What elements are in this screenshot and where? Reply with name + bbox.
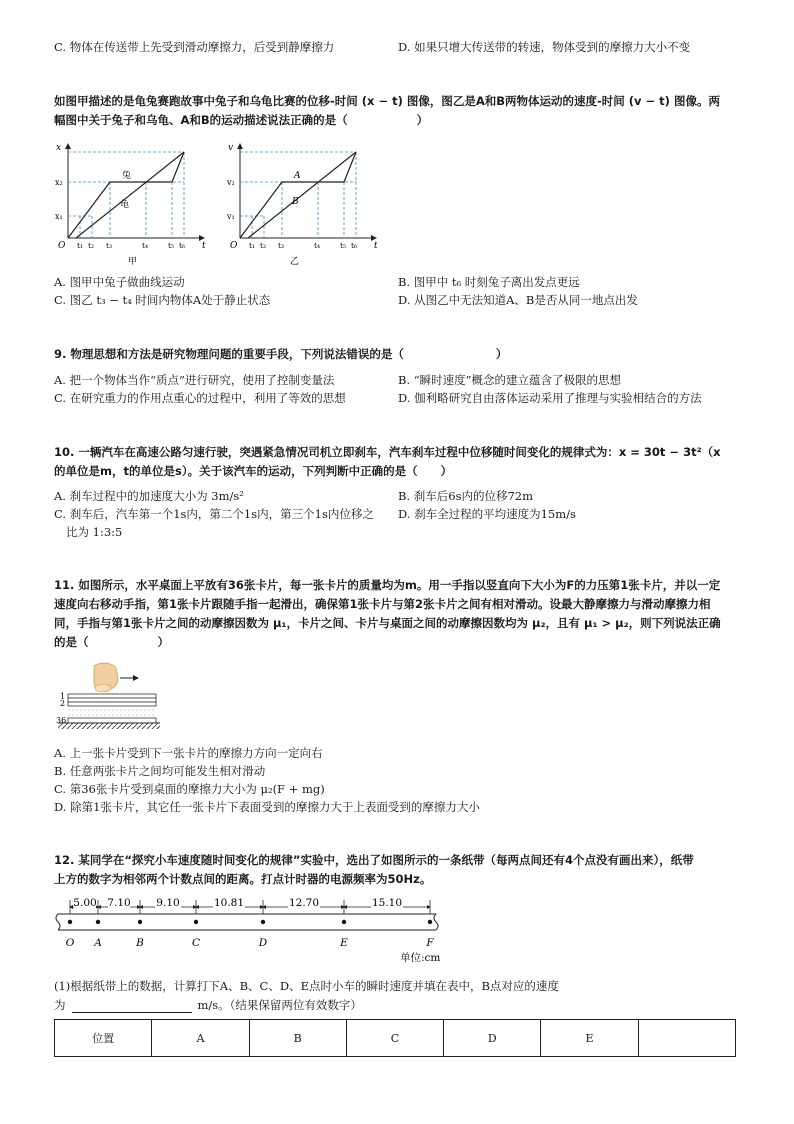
tape-distance-de: 12.70 [288, 897, 320, 909]
card-label-36: 36 [56, 716, 67, 725]
label-b: B [292, 197, 299, 207]
table-header-c: C [346, 1020, 443, 1057]
q9-option-d: D. 伽利略研究自由落体运动采用了推理与实验相结合的方法 [398, 391, 702, 405]
q10-option-a: A. 刹车过程中的加速度大小为 3m/s² [54, 489, 244, 503]
q12-sub1-pre: 为 [54, 998, 66, 1012]
q11-stem-line4: 的是（ ） [54, 635, 169, 649]
tape-distance-bc: 9.10 [156, 897, 180, 909]
line-a [240, 152, 356, 238]
tape-point-e: E [340, 937, 348, 949]
q10-option-d: D. 刹车全过程的平均速度为15m/s [398, 507, 576, 521]
tape-point-c: C [191, 937, 201, 949]
q9-option-b: B. “瞬时速度”概念的建立蕴含了极限的思想 [398, 373, 622, 387]
q8-option-d: D. 从图乙中无法知道A、B是否从同一地点出发 [398, 293, 638, 307]
y-axis-label: x [56, 143, 62, 153]
origin-label: O [58, 241, 66, 251]
q11-stem-line3: 同，手指与第1张卡片之间的动摩擦因数为 μ₁，卡片之间、卡片与桌面之间的动摩擦因数均为 μ₂，且有 μ₁ > μ₂，则下列说法正确 [54, 616, 721, 630]
q10-stem-line1: 10. 一辆汽车在高速公路匀速行驶，突遇紧急情况司机立即刹车，汽车刹车过程中位移随时间变化的规律式为：x = 30t − 3t²（x [54, 445, 721, 459]
q8-option-a: A. 图甲中兔子做曲线运动 [54, 275, 185, 289]
q9-option-c: C. 在研究重力的作用点重心的过程中，利用了等效的思想 [54, 391, 346, 405]
tape-unit: 单位:cm [400, 952, 441, 964]
tick-t2: t₂ [260, 241, 267, 250]
q8-stem-line2: 幅图中关于兔子和乌龟、A和B的运动描述说法正确的是（ ） [54, 113, 429, 127]
q8-stem [54, 92, 744, 130]
q7-option-d: D. 如果只增大传送带的转速，物体受到的摩擦力大小不变 [398, 40, 691, 54]
line-b [248, 152, 356, 238]
q8-option-c: C. 图乙 t₃ − t₄ 时间内物体A处于静止状态 [54, 293, 271, 307]
table-header-b: B [249, 1020, 346, 1057]
answer-blank[interactable] [72, 1000, 192, 1013]
tape-point-o: O [65, 937, 75, 949]
q9-stem: 9. 物理思想和方法是研究物理问题的重要手段，下列说法错误的是（ ） [54, 347, 508, 361]
table-header-e: E [541, 1020, 638, 1057]
tick-t1: t₁ [77, 241, 84, 250]
q9-option-a: A. 把一个物体当作“质点”进行研究，使用了控制变量法 [54, 373, 335, 387]
tape-point-b: B [136, 937, 144, 949]
q11-option-d: D. 除第1张卡片，其它任一张卡片下表面受到的摩擦力大于上表面受到的摩擦力大小 [54, 800, 480, 814]
q11-stem-line2: 速度向右移动手指，第1张卡片跟随手指一起滑出，确保第1张卡片与第2张卡片之间有相对滑动。设最大静摩擦力与滑动摩擦力相 [54, 597, 711, 611]
graph-caption: 甲 [128, 257, 138, 267]
table-header-position: 位置 [55, 1020, 152, 1057]
q12-stem-line2: 上方的数字为相邻两个计数点间的距离。打点计时器的电源频率为50Hz。 [54, 872, 432, 886]
rabbit-line [68, 152, 184, 238]
q10-option-c: C. 刹车后，汽车第一个1s内，第二个1s内，第三个1s内位移之 [54, 507, 374, 521]
q11-option-c: C. 第36张卡片受到桌面的摩擦力大小为 μ₂(F + mg) [54, 782, 325, 796]
label-a: A [294, 171, 301, 181]
tick-x2: x₂ [55, 178, 63, 187]
card-label-2: 2 [60, 699, 66, 708]
tick-t3: t₃ [106, 241, 113, 250]
q8-stem-line1: 如图甲描述的是龟兔赛跑故事中兔子和乌龟比赛的位移-时间 (x − t) 图像，图乙是A和B两物体运动的速度-时间 (v − t) 图像。两 [54, 94, 720, 108]
table-header-a: A [152, 1020, 249, 1057]
velocity-table [54, 1019, 736, 1057]
q12-sub1-line2 [54, 997, 362, 1013]
turtle-line [76, 152, 184, 238]
tick-t4: t₄ [314, 241, 321, 250]
tape-distance-ab: 7.10 [107, 897, 131, 909]
x-axis-label: t [202, 241, 206, 251]
tape-point-a: A [94, 937, 102, 949]
q11-stem-line1: 11. 如图所示，水平桌面上平放有36张卡片，每一张卡片的质量均为m。用一手指以竖直向下大小为F的力压第1张卡片，并以一定 [54, 578, 721, 592]
table-header-d: D [444, 1020, 541, 1057]
graph-yi [226, 140, 386, 268]
x-axis-label: t [374, 241, 378, 251]
table-row [55, 1020, 736, 1057]
table-hatch [58, 723, 160, 729]
tick-t5: t₅ [168, 241, 175, 250]
finger-icon [94, 663, 118, 692]
card-stack-figure [56, 660, 166, 742]
y-axis-label: v [228, 143, 234, 153]
tick-t6: t₆ [179, 241, 186, 250]
tape-distance-oa: 5.00 [73, 897, 97, 909]
tape-point-d: D [258, 937, 268, 949]
q11-option-b: B. 任意两张卡片之间均可能发生相对滑动 [54, 764, 266, 778]
turtle-label: 龟 [120, 200, 130, 210]
q10-stem-line2: 的单位是m，t的单位是s）。关于该汽车的运动，下列判断中正确的是（ ） [54, 464, 453, 478]
graph-caption: 乙 [290, 257, 300, 267]
card-label-1: 1 [60, 692, 66, 701]
q10-option-c-cont: 比为 1:3:5 [66, 525, 123, 539]
q12-stem-line1: 12. 某同学在“探究小车速度随时间变化的规律”实验中，选出了如图所示的一条纸带（每两点间还有4个点没有画出来），纸带 [54, 853, 694, 867]
tape-distance-cd: 10.81 [213, 897, 245, 909]
graph-jia [54, 140, 214, 268]
q11-option-a: A. 上一张卡片受到下一张卡片的摩擦力方向一定向右 [54, 746, 323, 760]
tick-t3: t₃ [278, 241, 285, 250]
tick-t1: t₁ [249, 241, 256, 250]
table-cell-empty[interactable] [638, 1020, 735, 1057]
paper-tape-figure [54, 894, 454, 966]
tick-t2: t₂ [88, 241, 95, 250]
tick-t4: t₄ [142, 241, 149, 250]
q12-sub1-post: m/s。（结果保留两位有效数字） [197, 998, 362, 1012]
tick-t6: t₆ [351, 241, 358, 250]
tick-t5: t₅ [340, 241, 347, 250]
q11-stem [54, 576, 744, 652]
tape-point-f: F [426, 937, 434, 949]
tick-v2: v₂ [227, 178, 235, 187]
origin-label: O [230, 241, 238, 251]
q8-option-b: B. 图甲中 t₆ 时刻兔子离出发点更远 [398, 275, 580, 289]
q7-option-c: C. 物体在传送带上先受到滑动摩擦力，后受到静摩擦力 [54, 40, 335, 54]
rabbit-label: 兔 [122, 171, 132, 181]
tick-v1: v₁ [227, 212, 235, 221]
q10-option-b: B. 刹车后6s内的位移72m [398, 489, 534, 503]
tick-x1: x₁ [55, 212, 63, 221]
tape-distance-ef: 15.10 [371, 897, 403, 909]
q12-stem [54, 851, 744, 889]
q10-stem [54, 443, 744, 481]
q12-sub1-line1: (1)根据纸带上的数据，计算打下A、B、C、D、E点时小车的瞬时速度并填在表中，B点对应的速度 [54, 979, 559, 993]
